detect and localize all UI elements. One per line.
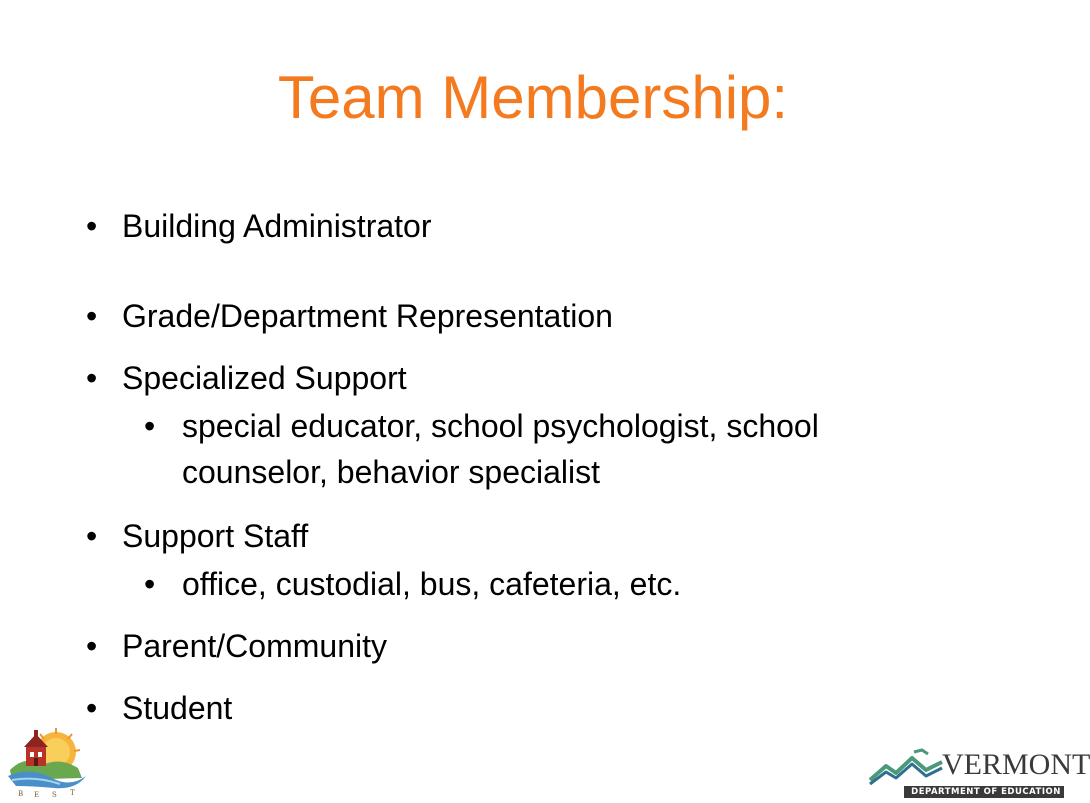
bullet-item-student bbox=[86, 688, 233, 728]
sub-bullet-text: counselor, behavior specialist bbox=[182, 454, 601, 490]
bullet-text: Building Administrator bbox=[122, 208, 432, 244]
sub-bullet-icon: • bbox=[144, 566, 156, 602]
bullet-icon: • bbox=[86, 208, 98, 244]
vermont-doe-logo bbox=[868, 746, 1090, 798]
best-logo bbox=[6, 726, 88, 798]
bullet-icon: • bbox=[86, 360, 98, 396]
department-label: DEPARTMENT OF EDUCATION bbox=[911, 787, 1061, 797]
bullet-icon: • bbox=[86, 298, 98, 334]
sub-bullet-item-specialists bbox=[144, 406, 819, 446]
bullet-text: Parent/Community bbox=[122, 628, 387, 664]
sub-bullet-item-office-staff bbox=[144, 564, 682, 604]
svg-text:T: T bbox=[70, 789, 75, 797]
sub-bullet-text: special educator, school psychologist, school bbox=[182, 408, 819, 444]
slide-title: Team Membership: bbox=[277, 64, 789, 131]
sub-bullet-text: office, custodial, bus, cafeteria, etc. bbox=[182, 566, 682, 602]
best-logo-letter-b: B bbox=[18, 790, 24, 798]
bullet-text: Support Staff bbox=[122, 518, 309, 554]
svg-text:S: S bbox=[52, 791, 57, 799]
bullet-item-support-staff bbox=[86, 516, 309, 556]
vermont-wordmark: VERMONT bbox=[942, 748, 1090, 781]
bullet-item-grade-department bbox=[86, 296, 613, 336]
bullet-text: Specialized Support bbox=[122, 360, 407, 396]
mountain-logo-icon bbox=[868, 746, 944, 786]
svg-text:E: E bbox=[34, 791, 40, 799]
bullet-icon: • bbox=[86, 690, 98, 726]
bullet-icon: • bbox=[86, 518, 98, 554]
bullet-text: Student bbox=[122, 690, 233, 726]
bullet-item-building-administrator bbox=[86, 206, 432, 246]
sub-bullet-continuation bbox=[182, 452, 600, 492]
bullet-icon: • bbox=[86, 628, 98, 664]
bullet-text: Grade/Department Representation bbox=[122, 298, 613, 334]
bullet-item-parent-community bbox=[86, 626, 387, 666]
best-logo-graphic bbox=[6, 726, 88, 798]
bullet-item-specialized-support bbox=[86, 358, 407, 398]
sub-bullet-icon: • bbox=[144, 408, 156, 444]
